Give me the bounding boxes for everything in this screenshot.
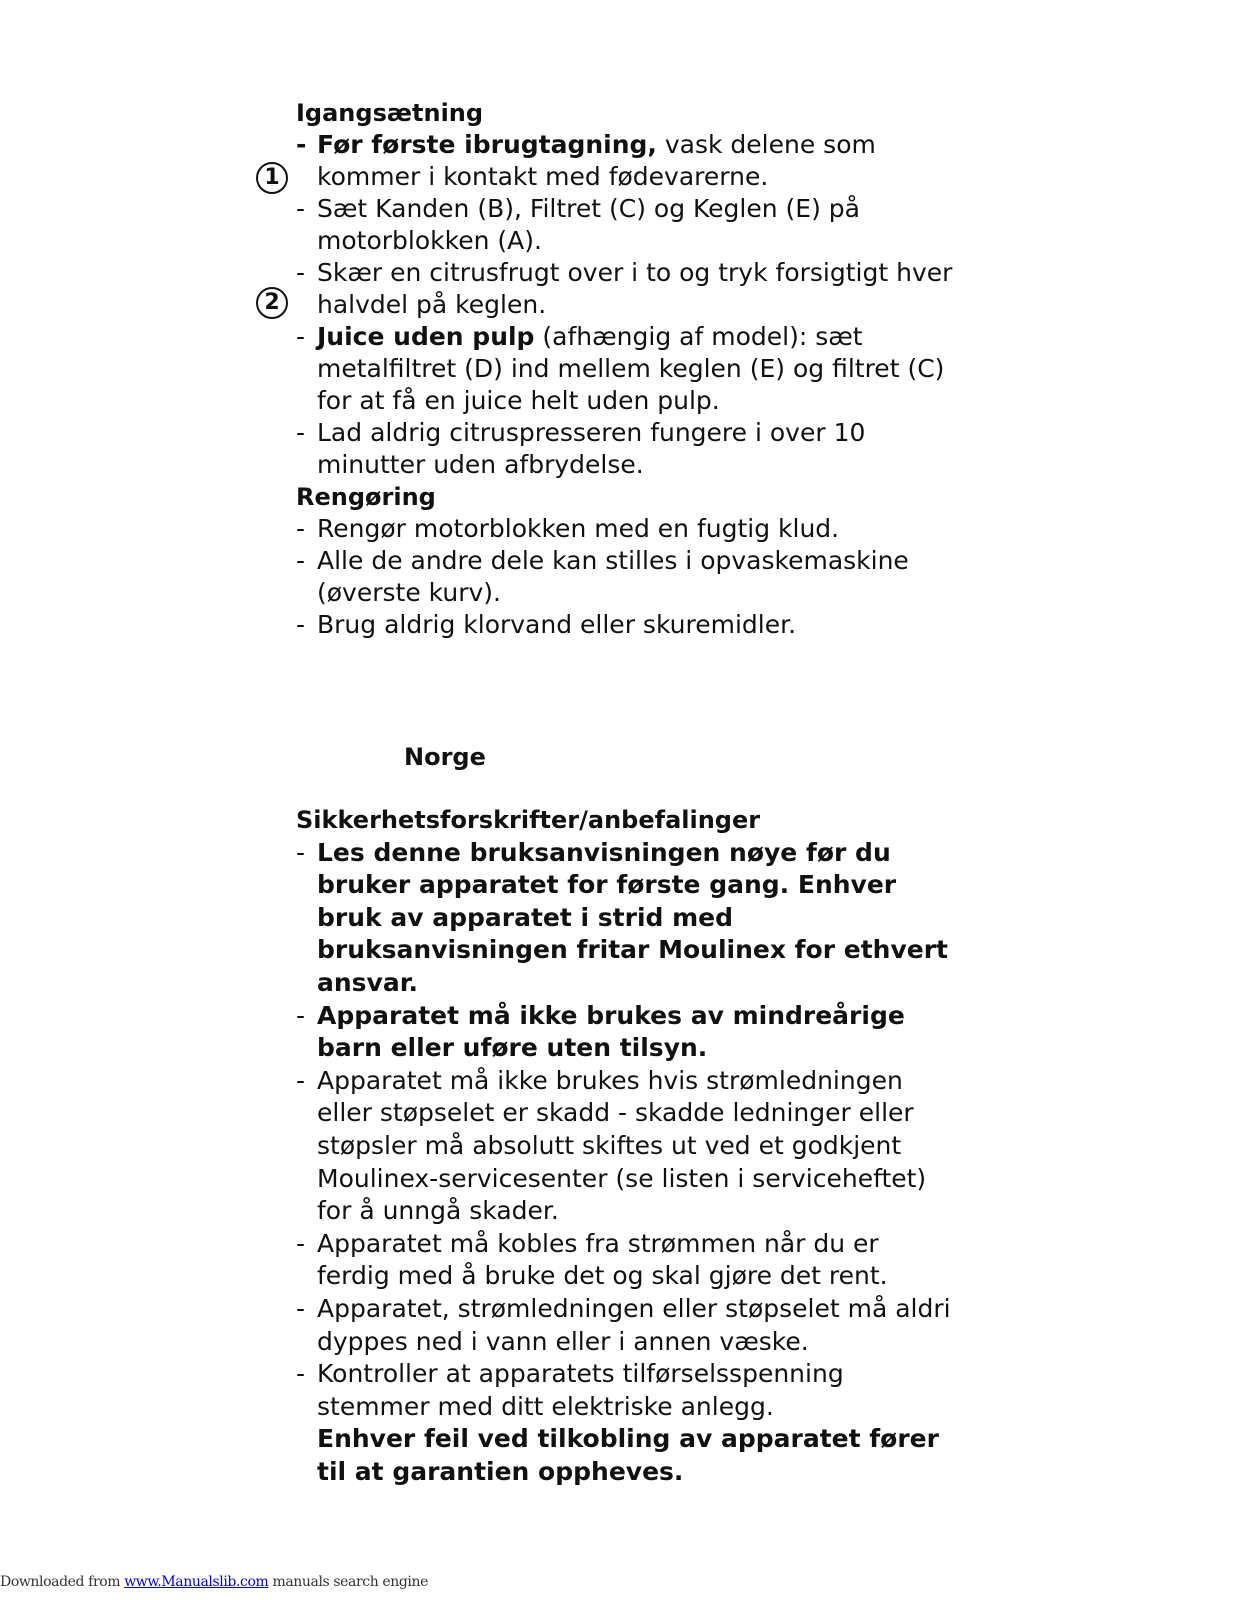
list-item [296, 417, 956, 481]
item-text: Skær en citrusfrugt over i to og tryk forsigtigt hver halvdel på keglen. [317, 258, 953, 319]
norwegian-section [296, 804, 956, 1488]
item-text: Apparatet må ikke brukes hvis strømledningen eller støpselet er skadd - skadde ledninger eller støpsler må absolutt skiftes ut ved et godkjent Moulinex-servicesenter (se listen i serviceheftet) for å unngå skader. [317, 1065, 927, 1226]
list-dash: - [296, 1228, 306, 1258]
item-text: Apparatet må kobles fra strømmen når du er ferdig med å bruke det og skal gjøre det rent. [317, 1228, 888, 1291]
item-text: Kontroller at apparatets tilførselsspenning stemmer med ditt elektriske anlegg. [317, 1359, 844, 1421]
list-item [296, 1065, 956, 1228]
item-text: Brug aldrig klorvand eller skuremidler. [317, 610, 797, 639]
language-title-norge: Norge [404, 743, 486, 771]
footer-prefix: Downloaded from [0, 1574, 125, 1590]
step-marker-1: 1 [256, 162, 288, 194]
section-heading-rengoring: Rengøring [296, 483, 436, 511]
section-heading-sikkerhet: Sikkerhetsforskrifter/anbefalinger [296, 806, 761, 834]
list-item [296, 545, 956, 609]
list-item [296, 129, 956, 193]
step-marker-2: 2 [256, 287, 288, 319]
danish-section [296, 97, 956, 641]
list-dash: - [296, 258, 306, 287]
list-item [296, 609, 956, 641]
item-text: Lad aldrig citruspresseren fungere i over 10 minutter uden afbrydelse. [317, 418, 866, 479]
list-dash: - [296, 418, 306, 447]
item-bold-lead: Juice uden pulp [317, 322, 535, 351]
list-dash: - [296, 514, 306, 543]
list-dash: - [296, 194, 306, 223]
item-bold-lead: Før første ibrugtagning, [317, 130, 657, 159]
list-dash: - [296, 1359, 306, 1389]
item-text: Les denne bruksanvisningen nøye før du bruker apparatet for første gang. Enhver bruk av apparatet i strid med bruksanvisningen fritar Moulinex for ethvert ansvar. [317, 837, 948, 997]
warning-text: Enhver feil ved tilkobling av apparatet fører til at garantien oppheves. [317, 1424, 939, 1486]
list-item [296, 321, 956, 417]
manualslib-link[interactable]: www.Manualslib.com [124, 1574, 269, 1590]
list-dash: - [296, 546, 306, 575]
list-dash: - [296, 130, 307, 159]
list-item [296, 513, 956, 545]
list-item [296, 1228, 956, 1293]
download-footer [0, 1574, 428, 1590]
list-item [296, 837, 956, 1000]
item-text: Apparatet, strømledningen eller støpselet må aldri dyppes ned i vann eller i annen væske. [317, 1293, 951, 1356]
section-heading-igangsaetning: Igangsætning [296, 99, 484, 127]
list-dash: - [296, 837, 306, 867]
list-item [296, 1293, 956, 1358]
list-dash: - [296, 1293, 306, 1323]
list-dash: - [296, 610, 306, 639]
list-item [296, 1000, 956, 1065]
footer-suffix: manuals search engine [268, 1574, 429, 1590]
item-text: (afhængig af model): sæt metalfiltret (D) ind mellem keglen (E) og filtret (C) for at få en juice helt uden pulp. [317, 322, 945, 415]
list-dash: - [296, 1000, 306, 1030]
item-text: Rengør motorblokken med en fugtig klud. [317, 514, 840, 543]
item-text: Sæt Kanden (B), Filtret (C) og Keglen (E) på motorblokken (A). [317, 194, 860, 255]
list-item [296, 257, 956, 321]
list-item [296, 193, 956, 257]
item-text: Apparatet må ikke brukes av mindreårige barn eller uføre uten tilsyn. [317, 1000, 905, 1063]
list-item [296, 1358, 956, 1423]
list-dash: - [296, 1065, 306, 1095]
item-text: Alle de andre dele kan stilles i opvaskemaskine (øverste kurv). [317, 546, 909, 607]
list-dash: - [296, 322, 306, 351]
item-text: vask delene som kommer i kontakt med fødevarerne. [317, 130, 876, 191]
